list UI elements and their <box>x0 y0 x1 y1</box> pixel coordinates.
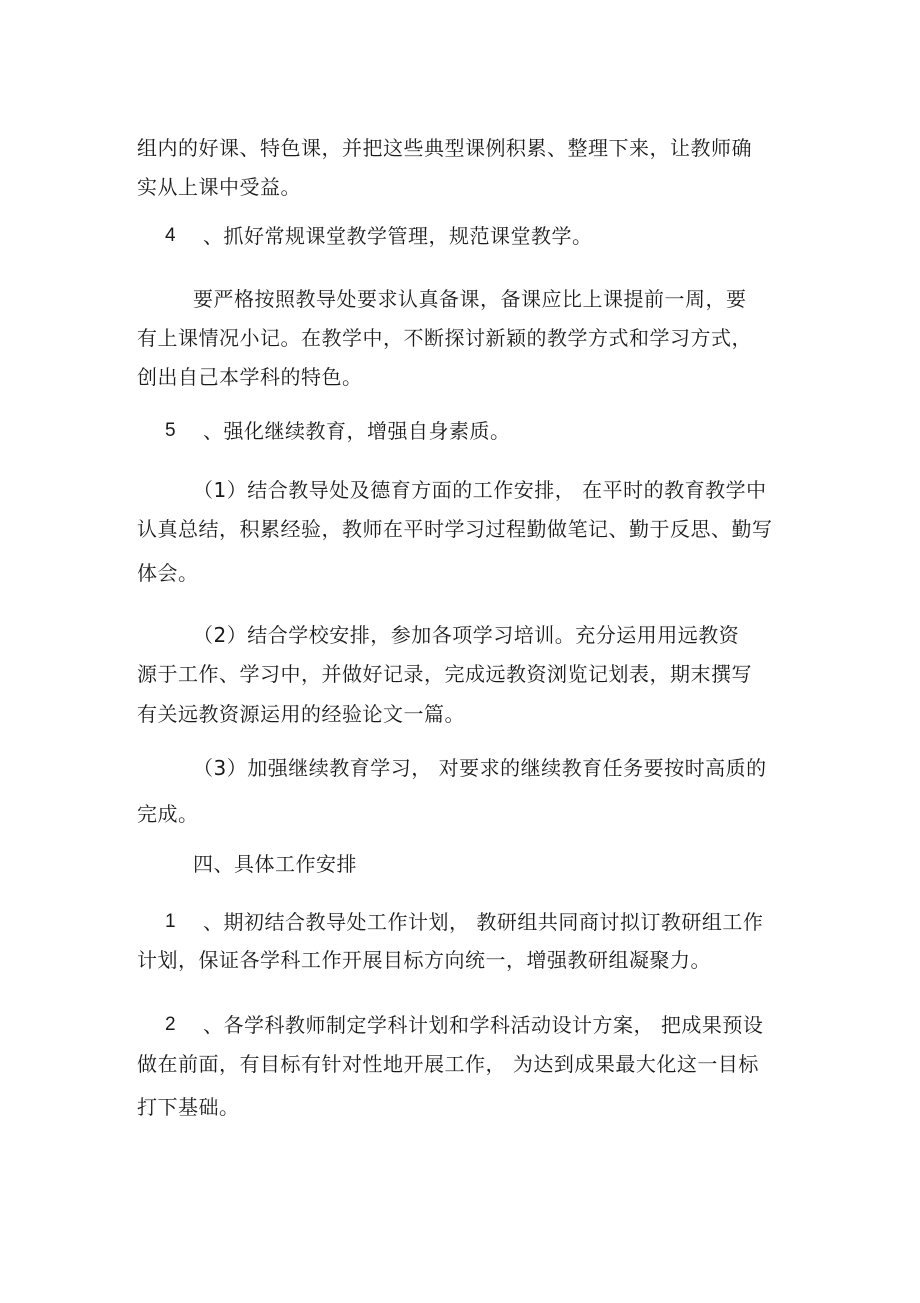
text-line: （1）结合教导处及德育方面的工作安排， 在平时的教育教学中 <box>193 478 767 502</box>
text-line: 要严格按照教导处要求认真备课，备课应比上课提前一周，要 <box>193 287 747 311</box>
text-line: 创出自己本学科的特色。 <box>137 365 363 389</box>
text-line: 、期初结合教导处工作计划， 教研组共同商讨拟订教研组工作 <box>203 910 764 934</box>
text-line: 组内的好课、特色课，并把这些典型课例积累、整理下来，让教师确 <box>137 136 752 160</box>
list-item-heading: 、强化继续教育，增强自身素质。 <box>203 419 511 443</box>
text-line: 体会。 <box>137 561 199 585</box>
list-number: 1 <box>165 911 177 932</box>
list-number: 2 <box>165 1014 177 1035</box>
text-line: 源于工作、学习中，并做好记录，完成远教资浏览记划表，期末撰写 <box>137 662 752 686</box>
list-item-heading: 、抓好常规课堂教学管理，规范课堂教学。 <box>203 224 593 248</box>
list-number: 5 <box>165 420 177 441</box>
text-line: （3）加强继续教育学习， 对要求的继续教育任务要按时高质的 <box>193 756 767 780</box>
text-line: 做在前面，有目标有针对性地开展工作， 为达到成果最大化这一目标 <box>137 1052 759 1076</box>
text-line: 打下基础。 <box>137 1095 240 1119</box>
text-line: 实从上课中受益。 <box>137 175 301 199</box>
section-heading: 四、具体工作安排 <box>193 852 357 876</box>
text-line: 计划，保证各学科工作开展目标方向统一，增强教研组凝聚力。 <box>137 948 711 972</box>
text-line: 、各学科教师制定学科计划和学科活动设计方案， 把成果预设 <box>203 1013 764 1037</box>
text-line: 完成。 <box>137 802 199 826</box>
text-line: 有关远教资源运用的经验论文一篇。 <box>137 702 465 726</box>
text-line: （2）结合学校安排，参加各项学习培训。充分运用用远教资 <box>193 623 740 647</box>
text-line: 认真总结，积累经验，教师在平时学习过程勤做笔记、勤于反思、勤写 <box>137 517 773 541</box>
list-number: 4 <box>165 225 177 246</box>
text-line: 有上课情况小记。在教学中，不断探讨新颖的教学方式和学习方式， <box>137 326 752 350</box>
